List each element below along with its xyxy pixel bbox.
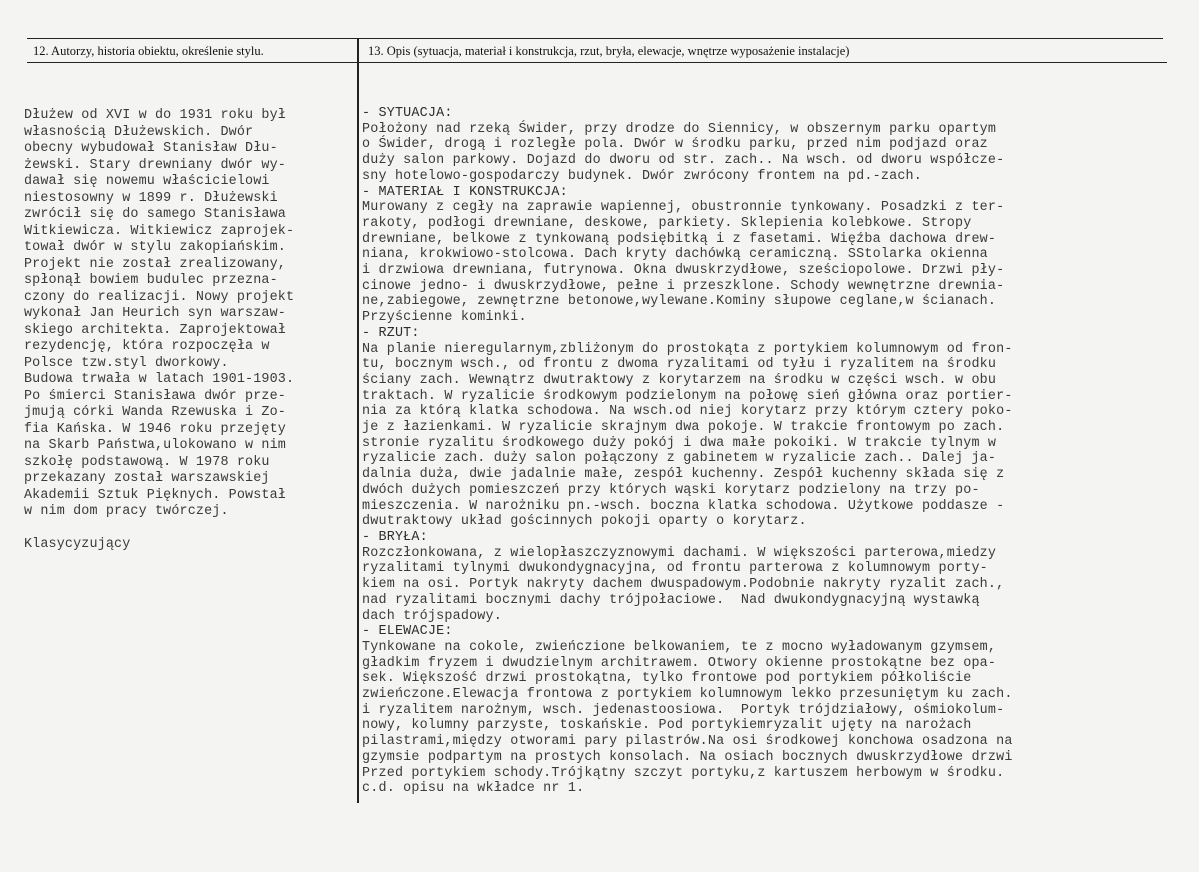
description-line: rakoty, podłogi drewniane, deskowe, parkiety. Sklepienia kolebkowe. Stropy	[362, 215, 972, 231]
history-line: zwrócił się do samego Stanisława	[24, 207, 286, 222]
history-line: obecny wybudował Stanisław Dłu-	[24, 141, 278, 156]
description-column	[362, 106, 1192, 797]
description-line: drewniane, belkowe z tynkowaną podsiębitką i z fasetami. Więźba dachowa drew-	[362, 231, 997, 247]
description-line: Rozczłonkowana, z wielopłaszczyznowymi dachami. W większości parterowa,miedzy	[362, 545, 997, 561]
history-line: dawał się nowemu właścicielowi	[24, 174, 270, 189]
history-line: Po śmierci Stanisława dwór prze-	[24, 388, 286, 404]
description-line: ściany zach. Wewnątrz dwutraktowy z korytarzem na środku w części wsch. w obu	[362, 372, 997, 388]
description-line: ryzalicie zach. duży salon połączony z gabinetem w ryzalicie zach.. Dalej ja-	[362, 451, 997, 467]
history-line: szkołę podstawową. W 1978 roku	[24, 454, 270, 470]
header-underline	[27, 62, 1167, 63]
description-line: Przyścienne kominki.	[362, 310, 527, 326]
history-line: Dłużew od XVI w do 1931 roku był	[24, 108, 286, 123]
history-line: wykonał Jan Heurich syn warszaw-	[24, 306, 286, 321]
description-line: Tynkowane na cokole, zwieńczione belkowaniem, te z mocno wyładowanym gzymsem,	[362, 639, 997, 655]
description-line: Na planie nieregularnym,zbliżonym do prostokąta z portykiem kolumnowym od fron-	[362, 341, 1013, 357]
section-heading: - BRYŁA:	[362, 529, 428, 545]
history-line: Budowa trwała w latach 1901-1903.	[24, 372, 295, 387]
history-column	[24, 108, 359, 553]
description-line: i drzwiowa drewniana, futrynowa. Okna dwuskrzydłowe, sześciopolowe. Drzwi pły-	[362, 263, 1005, 279]
description-line: tu, bocznym wsch., od frontu z dwoma ryzalitami od tyłu i ryzalitem na środku	[362, 357, 997, 373]
history-line: niestosowny w 1899 r. Dłużewski	[24, 190, 278, 206]
history-line: żewski. Stary drewniany dwór wy-	[24, 157, 286, 173]
description-line: cinowe jedno- i dwuskrzydłowe, pełne i przeszklone. Schody wewnętrzne drewnia-	[362, 278, 1005, 294]
description-line: stronie ryzalitu środkowego duży pokój i dwa małe pokoiki. W trakcie tylnym w	[362, 435, 997, 451]
description-line: o Świder, drogą i rozległe pola. Dwór w środku parku, przed nim podjazd oraz	[362, 137, 988, 153]
history-line: czony do realizacji. Nowy projekt	[24, 289, 295, 305]
section-heading: - MATERIAŁ I KONSTRUKCJA:	[362, 184, 568, 200]
table-top-rule	[27, 38, 1163, 39]
history-line: Projekt nie został zrealizowany,	[24, 256, 286, 272]
description-line: sny hotelowo-gospodarczy budynek. Dwór zwrócony frontem na pd.-zach.	[362, 168, 923, 184]
description-line: dwutraktowy układ gościnnych pokoji oparty o korytarz.	[362, 514, 807, 530]
description-line: ne,zabiegowe, zewnętrzne betonowe,wylewane.Kominy słupowe ceglane,w ścianach.	[362, 294, 997, 310]
history-line: Witkiewicza. Witkiewicz zaprojek-	[24, 223, 295, 239]
description-line: Murowany z cegły na zaprawie wapiennej, obustronnie tynkowany. Posadzki z ter-	[362, 200, 1005, 216]
description-line: gzymsie podpartym na prostych konsolach. Na osiach bocznych dwuskrzydłowe drzwi	[362, 749, 1013, 765]
description-line: mieszczenia. W narożniku pn.-wsch. boczna klatka schodowa. Użytkowe poddasze -	[362, 498, 1005, 514]
description-line: c.d. opisu na wkładce nr 1.	[362, 781, 585, 797]
style-label: Klasycyzujący	[24, 536, 131, 552]
history-line: rezydencję, która rozpoczęła w	[24, 339, 270, 354]
header-description: 13. Opis (sytuacja, materiał i konstrukcja, rzut, bryła, elewacje, wnętrze wyposażenie instalacje)	[368, 44, 850, 58]
section-heading: - SYTUACJA:	[362, 106, 453, 121]
description-line: gładkim fryzem i dwudzielnym architrawem. Otwory okienne prostokątne bez opa-	[362, 655, 997, 671]
history-line: przekazany został warszawskiej	[24, 471, 270, 486]
description-line: nad ryzalitami bocznymi dachy trójpołaciowe. Nad dwukondygnacyjną wystawką	[362, 592, 980, 608]
description-line: dalnia duża, dwie jadalnie małe, zespół kuchenny. Zespół kuchenny składa się z	[362, 467, 1005, 483]
description-line: duży salon parkowy. Dojazd do dworu od str. zach.. Na wsch. od dworu współcze-	[362, 153, 1005, 169]
description-line: nia za którą klatka schodowa. Na wsch.od niej korytarz przy którym cztery poko-	[362, 404, 1013, 420]
header-authors-history-style: 12. Autorzy, historia obiektu, określenie stylu.	[33, 44, 264, 58]
description-line: dwóch dużych pomieszczeń przy których wąski korytarz podzielony na trzy po-	[362, 482, 980, 498]
history-line: Polsce tzw.styl dworkowy.	[24, 355, 229, 371]
history-line: skiego architekta. Zaprojektował	[24, 322, 286, 338]
description-line: zwieńczone.Elewacja frontowa z portykiem kolumnowym lekko przesuniętym ku zach.	[362, 687, 1013, 703]
section-heading: - RZUT:	[362, 325, 420, 341]
description-line: sek. Większość drzwi prostokątna, tylko frontowe pod portykiem półkoliście	[362, 671, 972, 687]
description-line: ryzalitami tylnymi dwukondygnacyjna, od frontu parterowa z kolumnowym porty-	[362, 561, 988, 577]
description-line: pilastrami,między otworami pary pilastrów.Na osi środkowej konchowa osadzona na	[362, 734, 1013, 750]
description-line: Przed portykiem schody.Trójkątny szczyt portyku,z kartuszem herbowym w środku.	[362, 765, 1005, 781]
history-line: Akademii Sztuk Pięknych. Powstał	[24, 487, 286, 503]
description-line: Położony nad rzeką Świder, przy drodze do Siennicy, w obszernym parku opartym	[362, 121, 997, 137]
description-line: traktach. W ryzalicie środkowym podzielonym na połowę sień główna oraz portier-	[362, 388, 1013, 404]
history-text	[24, 108, 359, 521]
history-line: fia Kańska. W 1946 roku przejęty	[24, 421, 286, 437]
history-line: własnością Dłużewskich. Dwór	[24, 124, 254, 140]
history-line: jmują córki Wanda Rzewuska i Zo-	[24, 405, 286, 420]
history-line: na Skarb Państwa,ulokowano w nim	[24, 438, 286, 453]
description-line: i ryzalitem narożnym, wsch. jedenastoosiowa. Portyk trójdziałowy, ośmiokolum-	[362, 702, 1005, 718]
description-line: nowy, kolumny parzyste, toskańskie. Pod portykiemryzalit ujęty na narożach	[362, 718, 972, 734]
description-line: je z łazienkami. W ryzalicie skrajnym dwa pokoje. W trakcie frontowym po zach.	[362, 420, 1005, 436]
history-line: spłonął bowiem budulec przezna-	[24, 273, 278, 288]
history-line: w nim dom pracy twórczej.	[24, 504, 229, 519]
section-heading: - ELEWACJE:	[362, 624, 453, 640]
description-line: kiem na osi. Portyk nakryty dachem dwuspadowym.Podobnie nakryty ryzalit zach.,	[362, 577, 1005, 593]
history-line: tował dwór w stylu zakopiańskim.	[24, 240, 286, 255]
description-line: dach trójspadowy.	[362, 608, 503, 624]
description-line: niana, krokwiowo-stolcowa. Dach kryty dachówką ceramiczną. SStolarka okienna	[362, 247, 988, 263]
